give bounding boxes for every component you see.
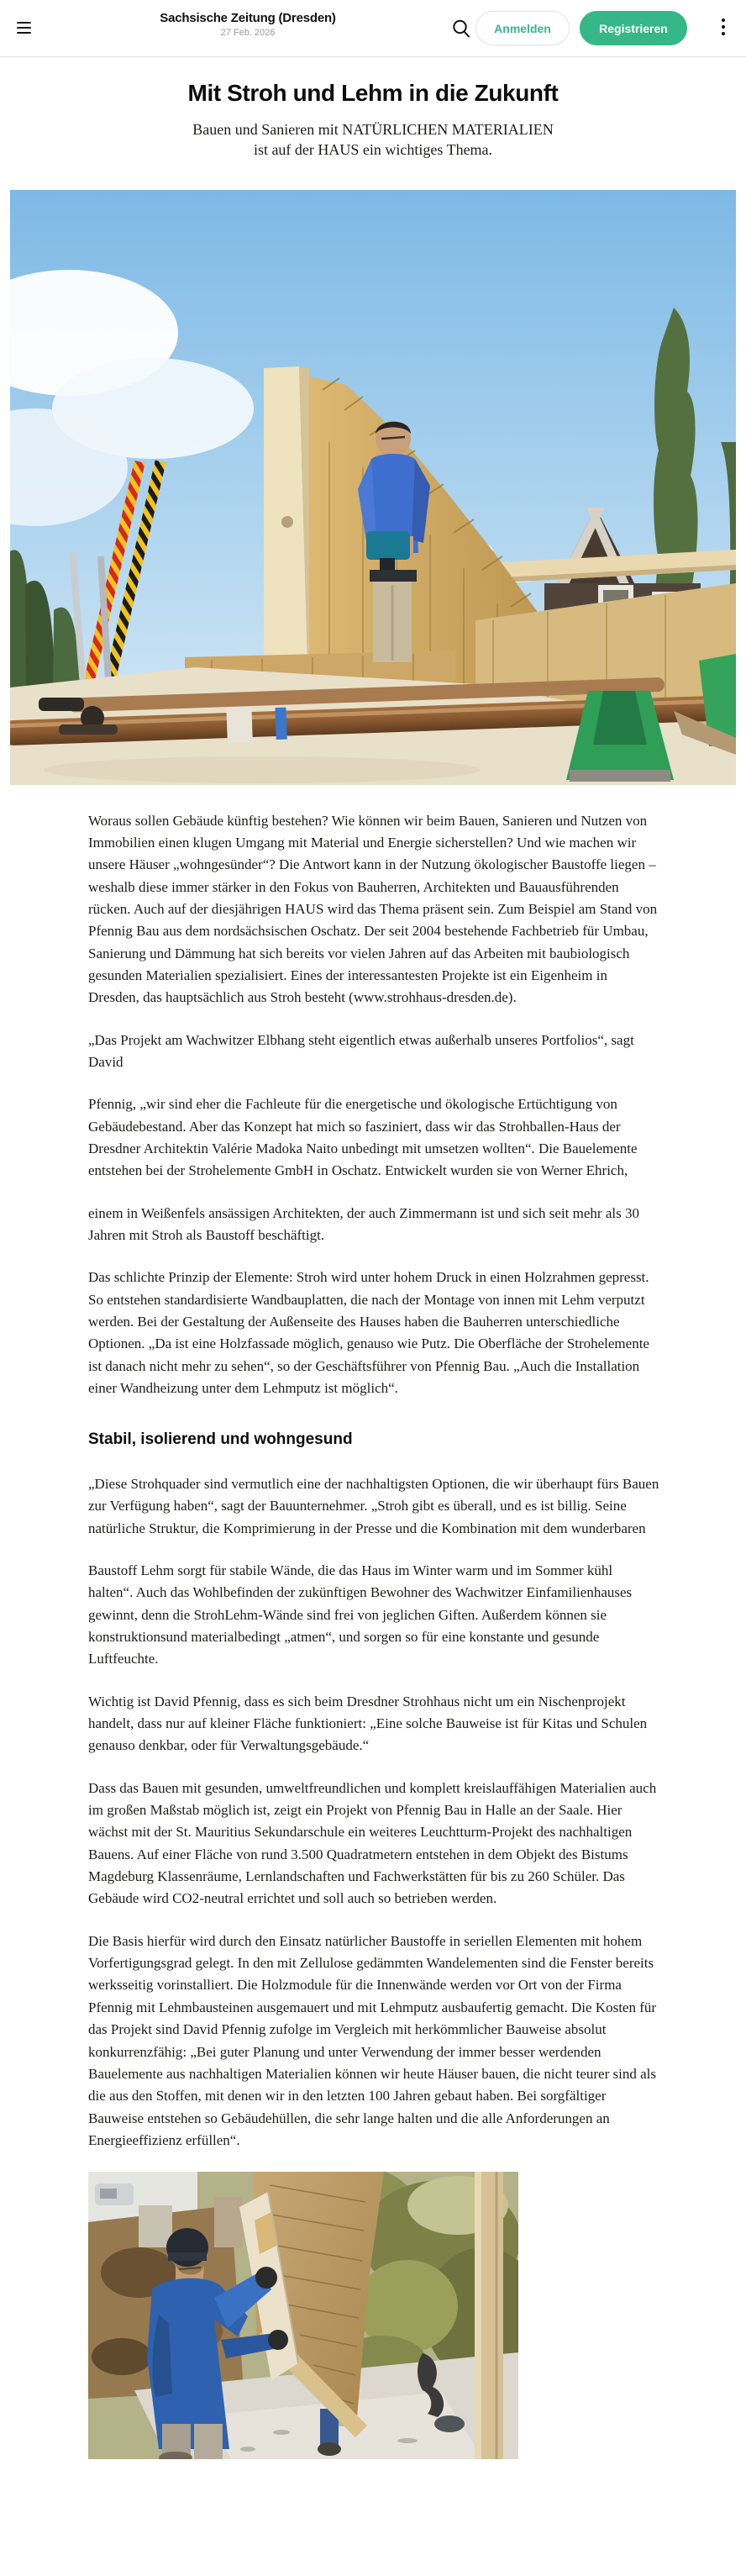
login-button-label: Anmelden [494, 21, 551, 35]
publication-brand[interactable] [118, 11, 378, 38]
article-paragraph: Wichtig ist David Pfennig, dass es sich beim Dresdner Strohhaus nicht um ein Nischenprojekt handelt, dass nur auf kleiner Fläche funktioniert: „Eine solche Bauweise ist für Kitas und Schulen genauso denkbar, oder für Verwaltungsgebäude.“ [88, 1693, 648, 1754]
kebab-menu-icon[interactable] [721, 18, 726, 39]
search-icon[interactable] [450, 18, 472, 40]
app-header [0, 0, 746, 57]
publication-title: Sachsische Zeitung (Dresden) [160, 11, 336, 25]
hamburger-icon[interactable] [17, 22, 31, 34]
photo2-wood-post [475, 2172, 503, 2459]
inline-photo [88, 2172, 518, 2459]
page-title: Mit Stroh und Lehm in die Zukunft [187, 80, 559, 106]
article-body [88, 810, 659, 2152]
register-button[interactable] [580, 11, 687, 45]
article-paragraph: einem in Weißenfels ansässigen Architekten, der auch Zimmermann ist und sich seit mehr als 30 Jahren mit Stroh als Baustoff beschäftigt. [88, 1204, 639, 1244]
article-subheading: Stabil, isolierend und wohngesund [88, 1430, 353, 1448]
article-subtitle: Bauen und Sanieren mit NATÜRLICHEN MATERIALIEN ist auf der HAUS ein wichtiges Thema. [192, 121, 554, 159]
register-button-label: Registrieren [599, 21, 668, 35]
hero-photo [10, 190, 736, 785]
publication-date: 27 Feb. 2026 [220, 28, 276, 38]
article-paragraph: Das schlichte Prinzip der Elemente: Stroh wird unter hohem Druck in einen Holzrahmen gepresst. So entstehen standardisierte Wandbauplatten, die nach der Montage von innen mit Lehm verputzt werden. Bei der Gestaltung der Außenseite des Hauses haben die Bauherren unterschiedliche Optionen. „Da ist eine Holzfassade möglich, genauso wie Putz. Die Oberfläche der Strohelemente ist danach nicht mehr zu sehen“, so der Geschäftsführer von Pfennig Bau. „Auch die Installation einer Wandheizung unter dem Lehmputz ist möglich“. [88, 1269, 649, 1397]
article-paragraph: Dass das Bauen mit gesunden, umweltfreundlichen und komplett kreislauffähigen Materialien auch im großen Maßstab möglich ist, zeigt ein Projekt von Pfennig Bau in Halle an der Saale. Hier wächst mit der St. Mauritius Sekundarschule ein weiteres Leuchtturm-Projekt des nachhaltigen Bauens. Auf einer Fläche von rund 3.500 Quadratmetern entstehen in dem Objekt des Bistums Magdeburg Klassenräume, Lernlandschaften und Fachwerkstätten für bis zu 260 Schüler. Das Gebäude wird CO2-neutral errichtet und soll auch so betrieben werden. [88, 1779, 657, 1907]
article-paragraph: Baustoff Lehm sorgt für stabile Wände, die das Haus im Winter warm und im Sommer kühl halten“. Auch das Wohlbefinden der zukünftigen Bewohner des Wachwitzer Einfamilienhauses gewinnt, denn die StrohLehm-Wände sind frei von jeglichen Giften. Außerdem können sie konstruktionsund materialbedingt „atmen“, und sorgen so für eine konstante und gesunde Luftfeuchte. [88, 1562, 633, 1667]
article-paragraph: „Das Projekt am Wachwitzer Elbhang steht eigentlich etwas außerhalb unseres Portfolios“, sagt David [88, 1031, 634, 1071]
article-paragraph: „Diese Strohquader sind vermutlich eine der nachhaltigsten Optionen, die wir überhaupt fürs Bauen zur Verfügung haben“, sagt der Bauunternehmer. „Stroh gibt es überall, und es ist billig. Seine natürliche Struktur, die Komprimierung in der Presse und die Kombination mit dem wunderbaren [88, 1475, 659, 1536]
article-paragraph: Die Basis hierfür wird durch den Einsatz natürlicher Baustoffe in seriellen Elementen mit hohem Vorfertigungsgrad gelegt. In den mit Zellulose gedämmten Wandelementen sind die Fenster bereits werksseitig vorinstalliert. Die Holzmodule für die Innenwände werden vor Ort von der Firma Pfennig mit Lehmbausteinen ausgemauert und mit Lehmputz ausbaufertig gemacht. Die Kosten für das Projekt sind David Pfennig zufolge im Vergleich mit herkömmlicher Bauweise absolut konkurrenzfähig: „Bei guter Planung und unter Verwendung der immer besser werdenden Bauelemente aus nachhaltigen Materialien können wir heute Häuser bauen, die nicht teurer sind als die aus den Stoffen, mit denen wir in den letzten 100 Jahren gebaut haben. Bei sorgfältiger Bauweise entstehen so Gebäudehüllen, die sehr lange halten und die alle Anforderungen an Energieeffizienz erfüllen“. [88, 1932, 657, 2148]
article-paragraph: Woraus sollen Gebäude künftig bestehen? Wie können wir beim Bauen, Sanieren und Nutzen von Immobilien einen klugen Umgang mit Material und Energie sicherstellen? Und wie machen wir unsere Häuser „wohngesünder“? Die Antwort kann in der Nutzung ökologischer Baustoffe liegen – weshalb diese immer stärker in den Fokus von Bauherren, Architekten und Bauausführenden rücken. Auch auf der diesjährigen HAUS wird das Thema präsent sein. Zum Beispiel am Stand von Pfennig Bau aus dem nordsächsischen Oschatz. Der seit 2004 bestehende Fachbetrieb für Umbau, Sanierung und Dämmung hat sich bereits vor vielen Jahren auf das Arbeiten mit baubiologisch gesunden Materialien spezialisiert. Eines der interessantesten Projekte ist ein Eigenheim in Dresden, das hauptsächlich aus Stroh besteht (www.strohhaus-dresden.de). [88, 812, 658, 1006]
article-paragraph: Pfennig, „wir sind eher die Fachleute für die energetische und ökologische Ertüchtigung von Gebäudebestand. Aber das Konzept hat mich so fasziniert, dass wir das Strohballen-Haus der Dresdner Architektin Valérie Madoka Naito unbedingt mit umsetzen wollten“. Die Bauelemente entstehen bei der Strohelemente GmbH in Oschatz. Entwickelt wurden sie von Werner Ehrich, [88, 1096, 638, 1179]
login-button[interactable] [475, 11, 570, 45]
